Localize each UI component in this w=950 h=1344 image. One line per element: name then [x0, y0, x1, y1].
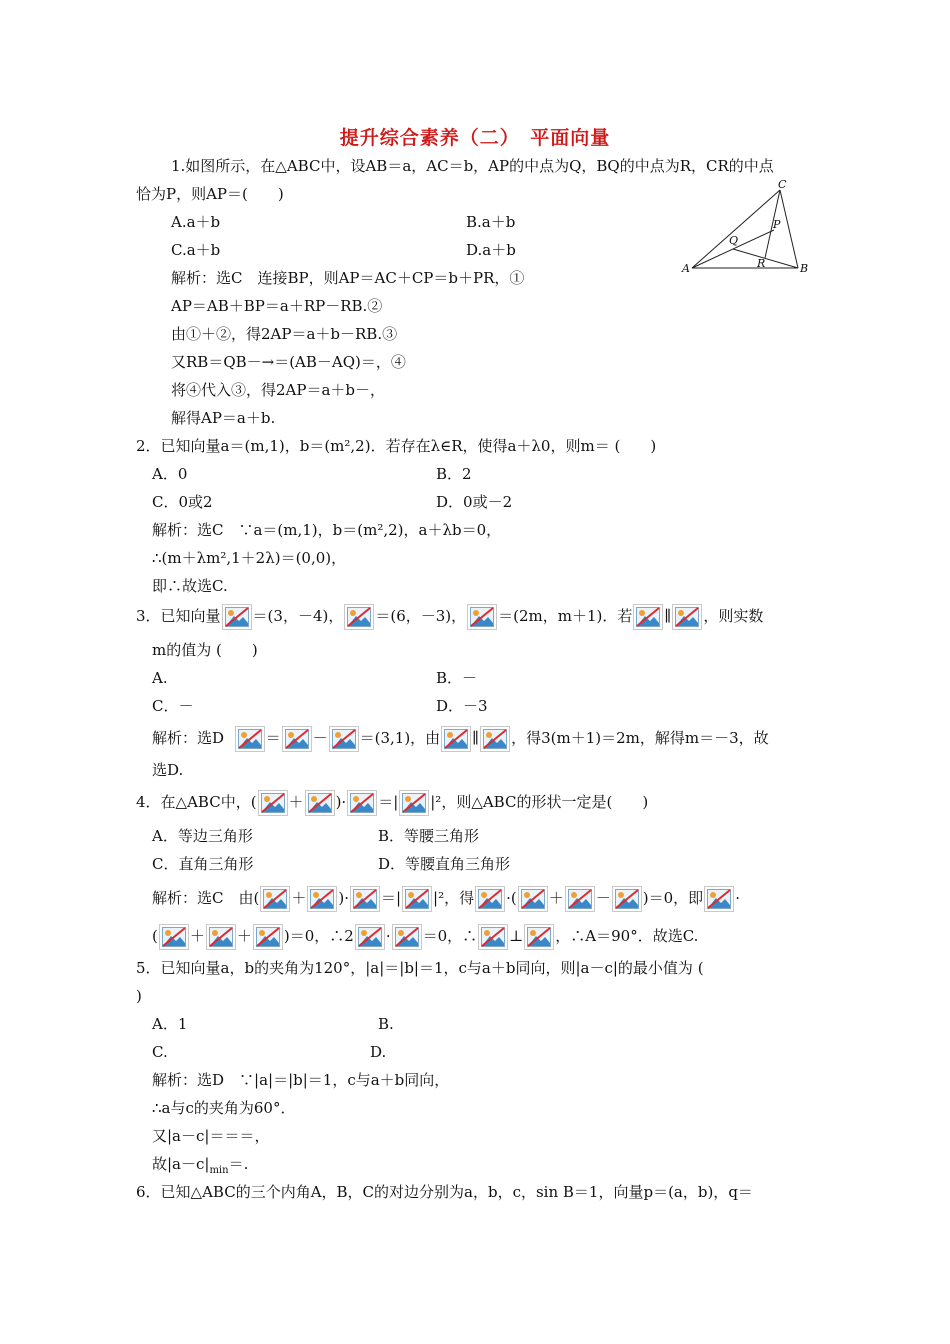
q2-option-a: A．0 — [152, 465, 188, 483]
q5-solution-line3: 又|a－c|＝＝＝， — [152, 1127, 270, 1145]
q3-solution-line2: 选D. — [152, 761, 184, 779]
q4-l2-open: ( — [152, 927, 158, 945]
q4-option-c: C．直角三角形 — [152, 855, 254, 873]
q2-solution-line1: 解析：选C ∵a＝(m,1)，b＝(m²,2)，a＋λb＝0， — [152, 521, 502, 539]
q3-solution-minus: － — [312, 729, 328, 747]
broken-image-icon — [467, 604, 497, 630]
broken-image-icon — [518, 886, 548, 912]
q3-option-b: B．－ — [436, 669, 478, 687]
broken-image-icon — [307, 886, 337, 912]
q5-stem-line1: 5．已知向量a，b的夹角为120°，|a|＝|b|＝1，c与a＋b同向，则|a－c|的最小值为 ( — [136, 959, 704, 977]
q1-option-c: C.a＋b — [171, 241, 221, 259]
q2-solution-line3: 即∴故选C. — [152, 577, 228, 595]
q4-l2-zero: )＝0，∴2 — [283, 927, 354, 945]
q1-option-b: B.a＋b — [466, 213, 516, 231]
broken-image-icon — [329, 726, 359, 752]
q3-solution-value: ＝(3,1)，由 — [359, 729, 441, 747]
label-q: Q — [729, 234, 739, 247]
side-cb — [780, 190, 798, 268]
side-ac — [692, 190, 780, 268]
label-c: C — [778, 180, 787, 191]
broken-image-icon — [704, 886, 734, 912]
broken-image-icon — [392, 924, 422, 950]
q1-stem-line2: 恰为P，则AP＝( ) — [136, 185, 284, 203]
q3-stem-line1 — [136, 604, 763, 630]
broken-image-icon — [565, 886, 595, 912]
q4-l2-plus1: ＋ — [189, 927, 205, 945]
q1-solution-line5: 将④代入③，得2AP＝a＋b－， — [171, 381, 386, 399]
broken-image-icon — [344, 604, 374, 630]
q3-vector-cd: ＝(2m，m＋1)．若 — [498, 607, 633, 625]
q4-solution-dot2: ·( — [506, 889, 517, 907]
q4-solution-dot: )· — [338, 889, 349, 907]
broken-image-icon — [441, 726, 471, 752]
q4-solution-line2 — [152, 924, 698, 950]
broken-image-icon — [222, 604, 252, 630]
broken-image-icon — [350, 886, 380, 912]
q5-option-c: C. — [152, 1043, 168, 1061]
q4-l2-perp: ⊥ — [509, 927, 524, 945]
broken-image-icon — [480, 726, 510, 752]
broken-image-icon — [347, 790, 377, 816]
triangle-figure — [680, 180, 810, 280]
segment-bq — [733, 249, 798, 268]
q5-stem-line2: ) — [136, 987, 142, 1005]
q5-sol4-a: 故|a－c| — [152, 1155, 210, 1173]
broken-image-icon — [159, 924, 189, 950]
label-a: A — [682, 262, 690, 275]
q3-solution-line1 — [152, 726, 769, 752]
q5-option-d: D. — [370, 1043, 387, 1061]
q4-solution-dot3: · — [735, 889, 740, 907]
q4-l2-zero2: ＝0，∴ — [422, 927, 478, 945]
q3-solution-eq: ＝ — [265, 729, 281, 747]
q4-stem-eq: ＝| — [378, 793, 399, 811]
broken-image-icon — [235, 726, 265, 752]
q3-stem-prefix: 3．已知向量 — [136, 607, 221, 625]
q3-option-d: D．－3 — [436, 697, 488, 715]
broken-image-icon — [206, 924, 236, 950]
q5-solution-line4 — [152, 1154, 248, 1181]
q2-option-b: B．2 — [436, 465, 472, 483]
q4-option-b: B．等腰三角形 — [378, 827, 480, 845]
q3-vector-ab: ＝(3，－4)， — [252, 607, 344, 625]
q1-solution-line1: 解析：选C 连接BP，则AP＝AC＋CP＝b＋PR，① — [171, 269, 525, 287]
q4-solution-line1 — [152, 886, 740, 912]
broken-image-icon — [402, 886, 432, 912]
q1-option-a: A.a＋b — [171, 213, 221, 231]
page-title: 提升综合素养（二） 平面向量 — [339, 127, 611, 149]
q4-solution-minus2: － — [595, 889, 611, 907]
q4-l2-end: ，∴A＝90°．故选C. — [555, 927, 699, 945]
broken-image-icon — [260, 886, 290, 912]
q4-solution-prefix: 解析：选C 由( — [152, 889, 260, 907]
q4-solution-zero: )＝0，即 — [642, 889, 704, 907]
label-b: B — [800, 262, 809, 275]
q4-l2-plus2: ＋ — [236, 927, 252, 945]
q4-stem-prefix: 4．在△ABC中，( — [136, 793, 257, 811]
broken-image-icon — [399, 790, 429, 816]
q3-option-c: C．－ — [152, 697, 194, 715]
broken-image-icon — [475, 886, 505, 912]
q5-sol4-sub: min — [209, 1165, 229, 1176]
q4-stem — [136, 790, 648, 816]
q2-option-d: D．0或－2 — [436, 493, 513, 511]
q3-vector-bc: ＝(6，－3)， — [375, 607, 467, 625]
broken-image-icon — [478, 924, 508, 950]
q4-l2-dot: · — [385, 927, 391, 945]
broken-image-icon — [612, 886, 642, 912]
q5-solution-line2: ∴a与c的夹角为60°． — [152, 1099, 296, 1117]
q3-parallel: ∥ — [664, 607, 672, 625]
broken-image-icon — [282, 726, 312, 752]
q3-solution-parallel: ∥ — [472, 729, 480, 747]
q4-stem-plus: ＋ — [288, 793, 304, 811]
q4-solution-eq: ＝| — [380, 889, 402, 907]
q5-option-a: A．1 — [152, 1015, 188, 1033]
q4-solution-plus: ＋ — [291, 889, 307, 907]
q3-stem-end: ，则实数 — [703, 607, 764, 625]
broken-image-icon — [633, 604, 663, 630]
q2-solution-line2: ∴(m＋λm²,1＋2λ)＝(0,0)， — [152, 549, 347, 567]
label-p: P — [773, 218, 781, 231]
q4-stem-end: |²，则△ABC的形状一定是( ) — [430, 793, 649, 811]
q3-stem-line2: m的值为 ( ) — [152, 641, 258, 659]
q1-solution-line3: 由①＋②，得2AP＝a＋b－RB.③ — [171, 325, 398, 343]
q3-solution-prefix: 解析：选D — [152, 729, 225, 747]
q2-option-c: C．0或2 — [152, 493, 213, 511]
label-r: R — [757, 257, 766, 270]
q4-solution-mid: |²，得 — [433, 889, 475, 907]
broken-image-icon — [355, 924, 385, 950]
broken-image-icon — [253, 924, 283, 950]
broken-image-icon — [305, 790, 335, 816]
broken-image-icon — [524, 924, 554, 950]
q6-stem-line1: 6．已知△ABC的三个内角A，B，C的对边分别为a，b，c，sin B＝1，向量p＝(a，b)，q＝ — [136, 1183, 753, 1201]
q1-stem-line1: 1.如图所示，在△ABC中，设AB＝a，AC＝b，AP的中点为Q，BQ的中点为R，CR的中点 — [171, 157, 774, 175]
q3-solution-end: ，得3(m＋1)＝2m，解得m＝－3，故 — [511, 729, 769, 747]
q3-option-a: A. — [152, 669, 168, 687]
q5-sol4-b: ＝. — [228, 1155, 249, 1173]
q1-solution-line4: 又RB＝QB－→＝(AB－AQ)＝，④ — [171, 353, 406, 371]
broken-image-icon — [258, 790, 288, 816]
q1-solution-line6: 解得AP＝a＋b. — [171, 409, 276, 427]
q4-option-a: A．等边三角形 — [152, 827, 253, 845]
q2-stem: 2．已知向量a＝(m,1)，b＝(m²,2)．若存在λ∈R，使得a＋λ0，则m＝ ( ) — [136, 437, 657, 455]
q1-solution-line2: AP＝AB＋BP＝a＋RP－RB.② — [171, 297, 383, 315]
q5-solution-line1: 解析：选D ∵|a|＝|b|＝1，c与a＋b同向， — [152, 1071, 450, 1089]
q1-option-d: D.a＋b — [466, 241, 516, 259]
q4-stem-dot: )· — [335, 793, 347, 811]
q4-option-d: D．等腰直角三角形 — [378, 855, 511, 873]
q4-solution-plus2: ＋ — [548, 889, 564, 907]
q5-option-b: B. — [378, 1015, 394, 1033]
broken-image-icon — [672, 604, 702, 630]
